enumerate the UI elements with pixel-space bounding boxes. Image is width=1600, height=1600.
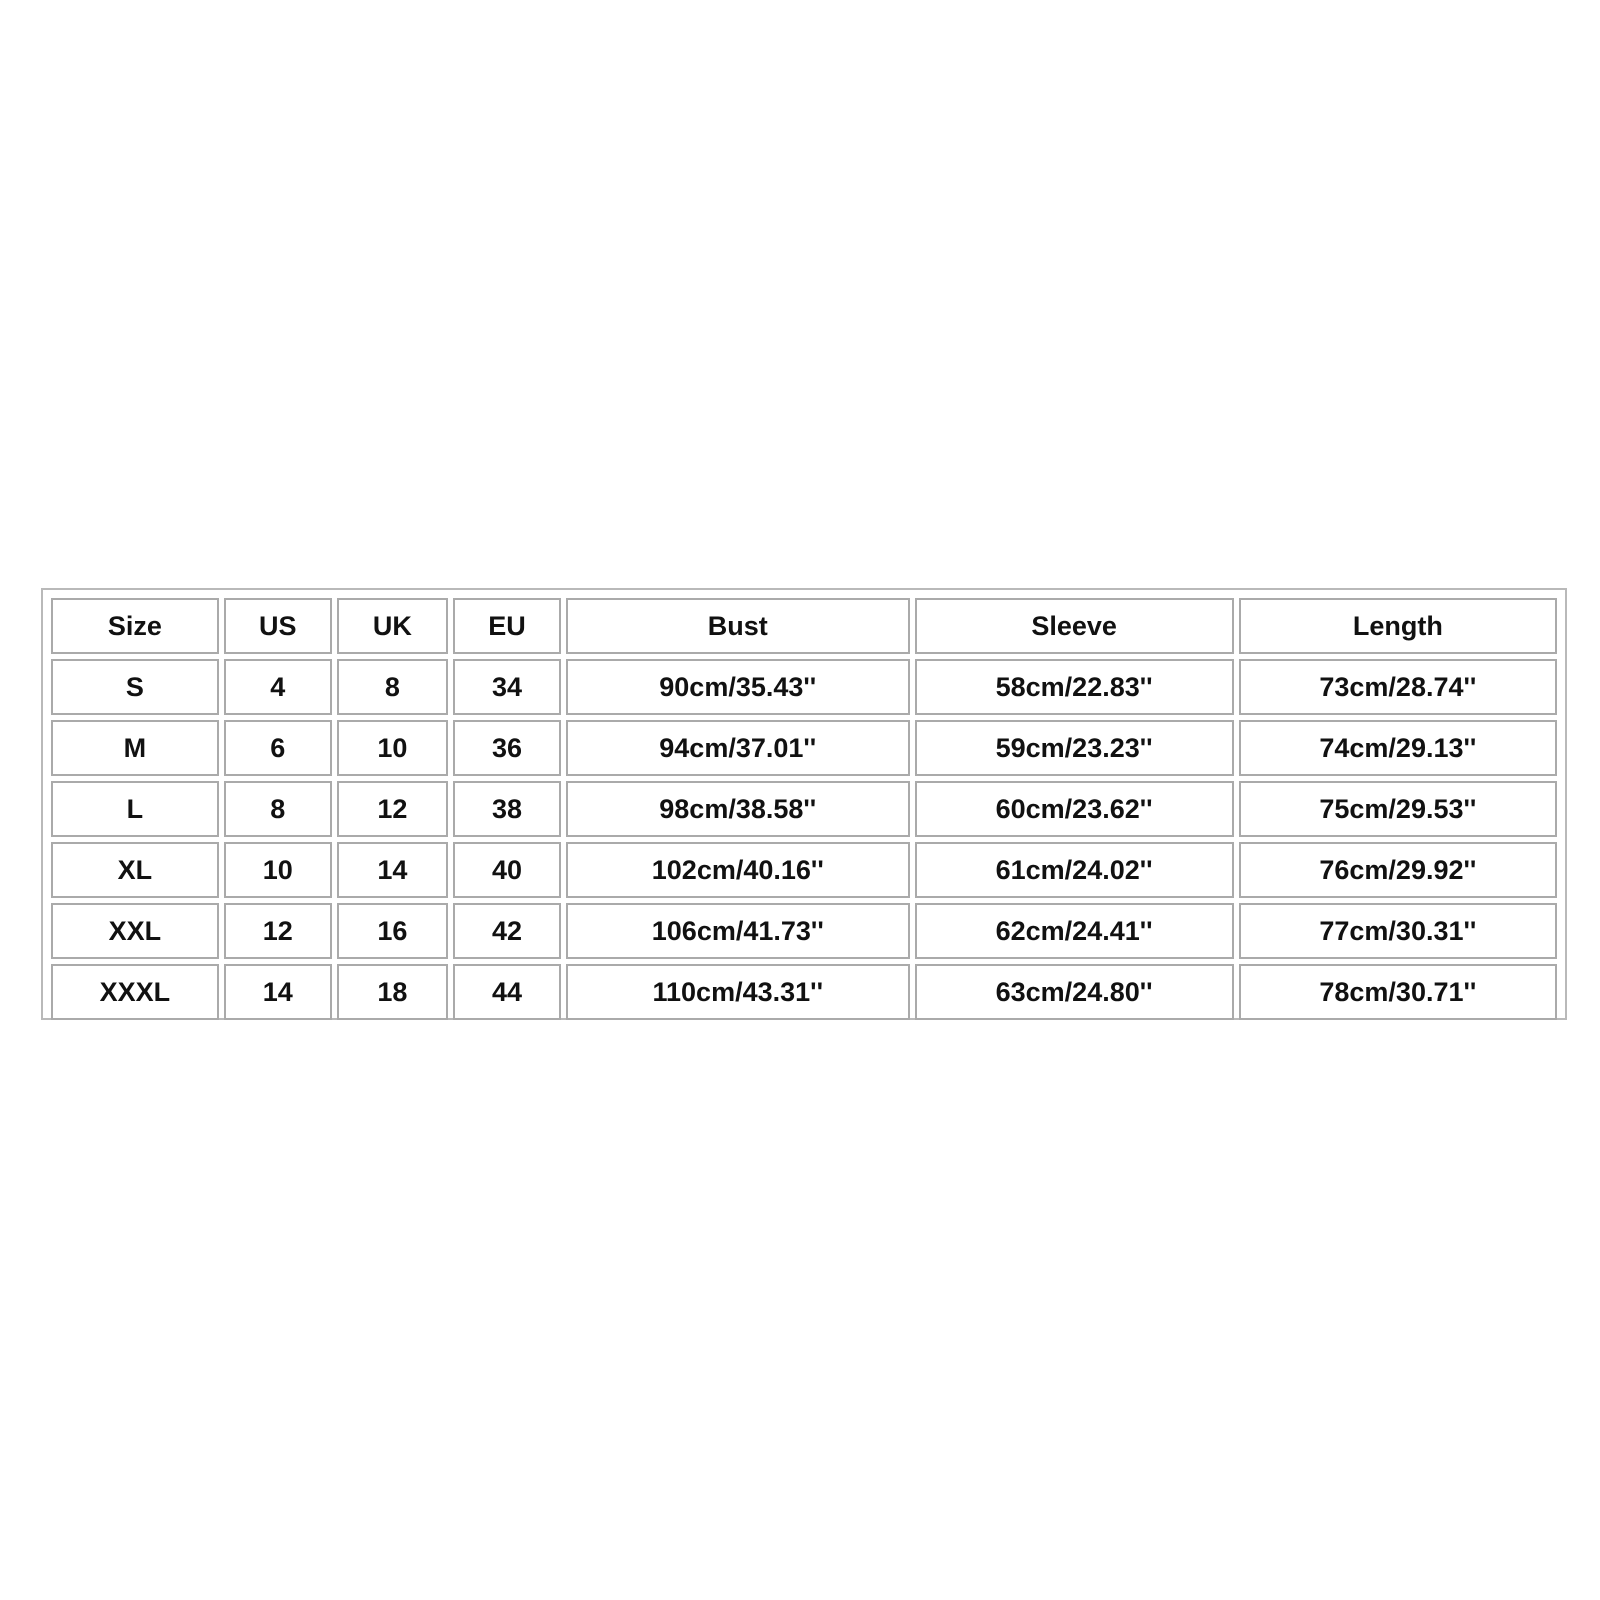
table-row	[51, 781, 1557, 837]
cell-us: 12	[224, 903, 332, 959]
cell-length: 76cm/29.92''	[1239, 842, 1557, 898]
cell-sleeve: 58cm/22.83''	[915, 659, 1234, 715]
cell-uk: 14	[337, 842, 448, 898]
cell-size: XL	[51, 842, 219, 898]
table-row	[51, 903, 1557, 959]
cell-length: 73cm/28.74''	[1239, 659, 1557, 715]
header-size: Size	[51, 598, 219, 654]
cell-length: 77cm/30.31''	[1239, 903, 1557, 959]
cell-eu: 36	[453, 720, 561, 776]
cell-uk: 12	[337, 781, 448, 837]
cell-bust: 110cm/43.31''	[566, 964, 909, 1020]
cell-sleeve: 61cm/24.02''	[915, 842, 1234, 898]
cell-sleeve: 60cm/23.62''	[915, 781, 1234, 837]
header-sleeve: Sleeve	[915, 598, 1234, 654]
cell-size: M	[51, 720, 219, 776]
cell-size: S	[51, 659, 219, 715]
cell-us: 14	[224, 964, 332, 1020]
cell-eu: 34	[453, 659, 561, 715]
cell-size: XXL	[51, 903, 219, 959]
cell-size: L	[51, 781, 219, 837]
cell-bust: 98cm/38.58''	[566, 781, 909, 837]
cell-bust: 102cm/40.16''	[566, 842, 909, 898]
cell-eu: 38	[453, 781, 561, 837]
table-row	[51, 659, 1557, 715]
cell-uk: 16	[337, 903, 448, 959]
size-chart-frame	[41, 588, 1567, 1020]
cell-length: 75cm/29.53''	[1239, 781, 1557, 837]
cell-us: 10	[224, 842, 332, 898]
size-chart-table	[46, 593, 1562, 1025]
cell-eu: 42	[453, 903, 561, 959]
cell-sleeve: 63cm/24.80''	[915, 964, 1234, 1020]
cell-eu: 44	[453, 964, 561, 1020]
cell-uk: 10	[337, 720, 448, 776]
cell-sleeve: 62cm/24.41''	[915, 903, 1234, 959]
table-header-row	[51, 598, 1557, 654]
header-bust: Bust	[566, 598, 909, 654]
header-length: Length	[1239, 598, 1557, 654]
table-row	[51, 964, 1557, 1020]
table-row	[51, 720, 1557, 776]
cell-length: 78cm/30.71''	[1239, 964, 1557, 1020]
cell-us: 4	[224, 659, 332, 715]
cell-length: 74cm/29.13''	[1239, 720, 1557, 776]
cell-size: XXXL	[51, 964, 219, 1020]
header-us: US	[224, 598, 332, 654]
cell-sleeve: 59cm/23.23''	[915, 720, 1234, 776]
cell-us: 6	[224, 720, 332, 776]
cell-bust: 90cm/35.43''	[566, 659, 909, 715]
table-row	[51, 842, 1557, 898]
cell-uk: 8	[337, 659, 448, 715]
cell-us: 8	[224, 781, 332, 837]
cell-bust: 94cm/37.01''	[566, 720, 909, 776]
cell-bust: 106cm/41.73''	[566, 903, 909, 959]
cell-uk: 18	[337, 964, 448, 1020]
header-uk: UK	[337, 598, 448, 654]
cell-eu: 40	[453, 842, 561, 898]
header-eu: EU	[453, 598, 561, 654]
